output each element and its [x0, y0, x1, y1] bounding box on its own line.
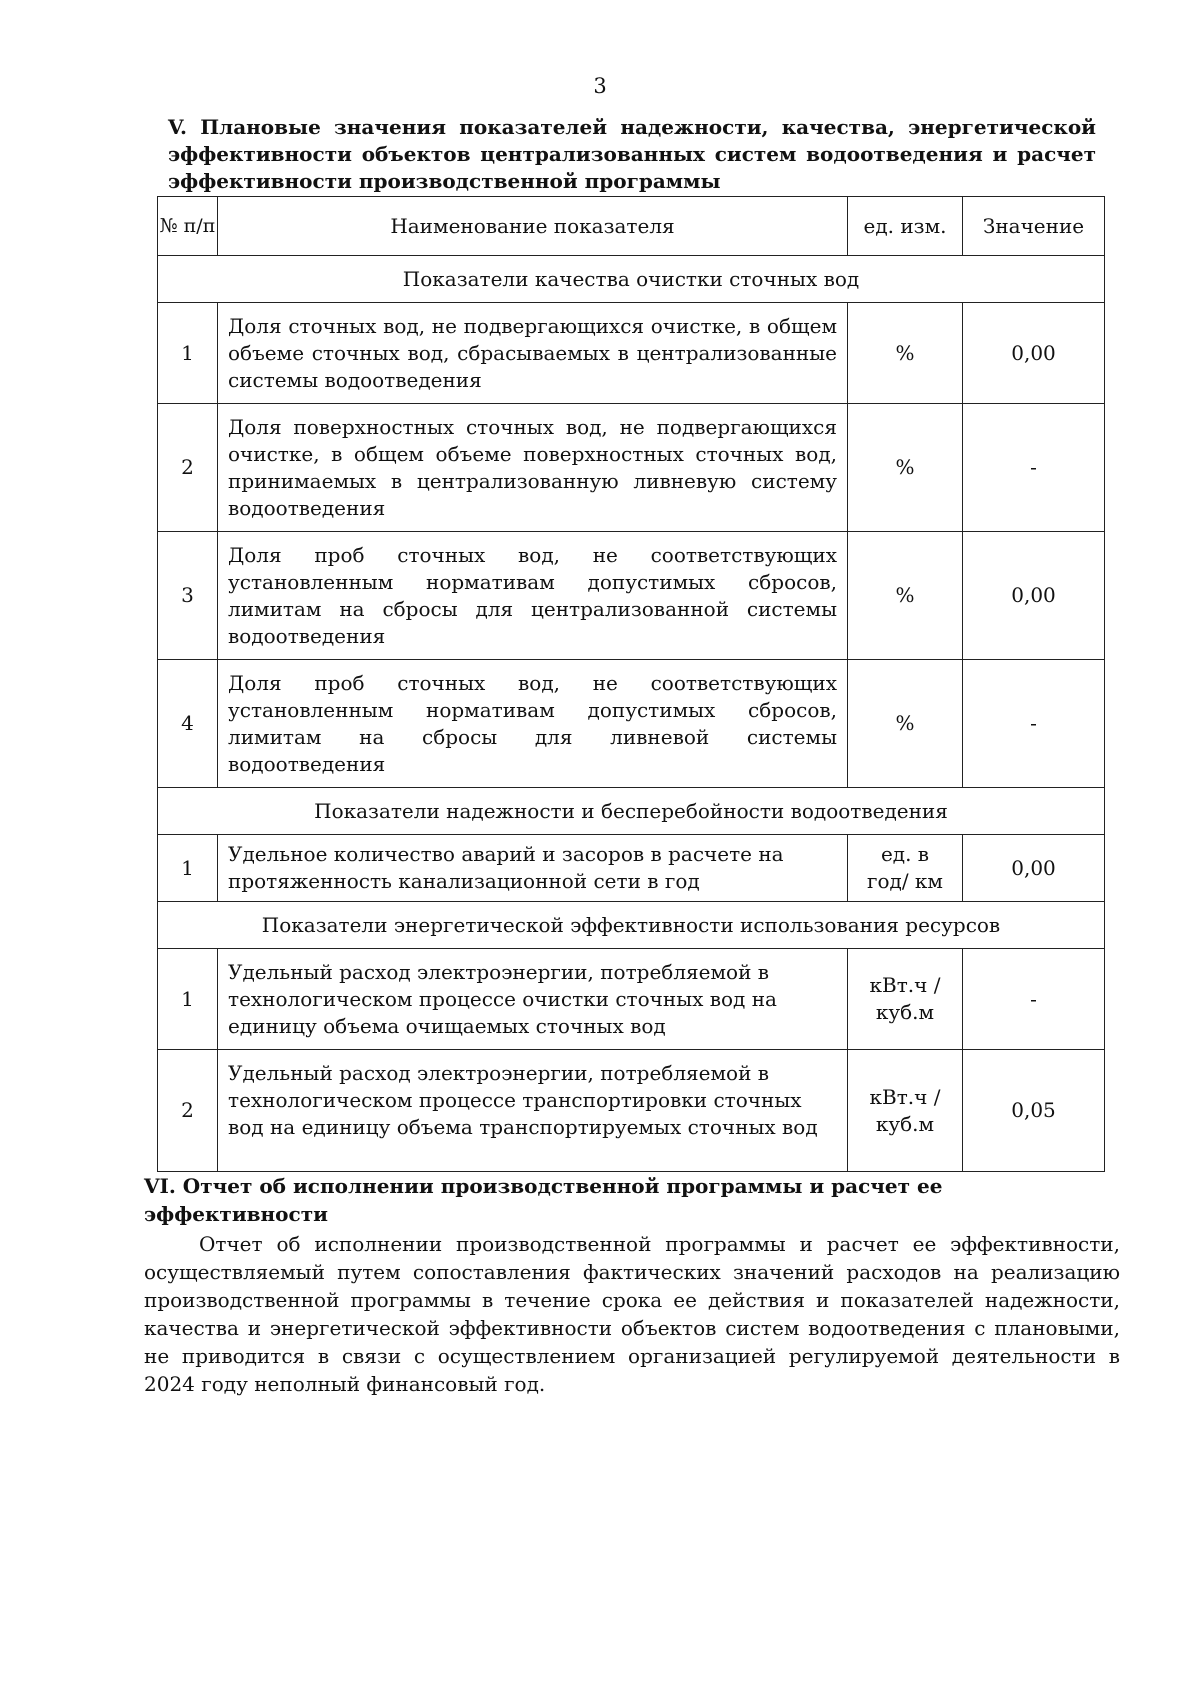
table-row: [158, 660, 1105, 788]
row-value: 0,00: [963, 303, 1105, 404]
section-vi-title: VI. Отчет об исполнении производственной программы и расчет ее эффективности: [144, 1174, 943, 1226]
group-title: Показатели качества очистки сточных вод: [158, 256, 1105, 303]
group-title: Показатели энергетической эффективности использования ресурсов: [158, 902, 1105, 949]
indicators-table: [157, 196, 1105, 1172]
row-value: 0,00: [963, 532, 1105, 660]
report-paragraph: Отчет об исполнении производственной программы и расчет ее эффективности, осуществляемый путем сопоставления фактических значений расходов на реализацию производственной программы в течение срока ее действия и показателей надежности, качества и энергетической эффективности объектов систем водоотведения с плановыми, не приводится в связи с осуществлением организацией регулируемой деятельности в 2024 году неполный финансовый год.: [144, 1232, 1120, 1396]
row-num: 1: [158, 949, 218, 1050]
table-row: [158, 1050, 1105, 1172]
section-v-title: V. Плановые значения показателей надежности, качества, энергетической эффективности объектов централизованных систем водоотведения и расчет эффективности производственной программы: [168, 115, 1096, 193]
page-number: 3: [593, 74, 607, 98]
row-name: Доля проб сточных вод, не соответствующих установленным нормативам допустимых сбросов, лимитам на сбросы для централизованной системы водоотведения: [218, 532, 848, 660]
row-num: 2: [158, 1050, 218, 1172]
row-num: 1: [158, 303, 218, 404]
header-num: № п/п: [158, 197, 218, 256]
row-num: 2: [158, 404, 218, 532]
row-unit: кВт.ч / куб.м: [848, 949, 963, 1050]
table-row: [158, 949, 1105, 1050]
row-unit: %: [848, 660, 963, 788]
table-row: [158, 532, 1105, 660]
row-num: 4: [158, 660, 218, 788]
row-name: Доля проб сточных вод, не соответствующих установленным нормативам допустимых сбросов, лимитам на сбросы для ливневой системы водоотведения: [218, 660, 848, 788]
row-unit: ед. в год/ км: [848, 835, 963, 902]
row-value: -: [963, 404, 1105, 532]
row-name: Удельный расход электроэнергии, потребляемой в технологическом процессе очистки сточных вод на единицу объема очищаемых сточных вод: [218, 949, 848, 1050]
table-row: [158, 303, 1105, 404]
table-header-row: [158, 197, 1105, 256]
row-unit: кВт.ч / куб.м: [848, 1050, 963, 1172]
header-unit: ед. изм.: [848, 197, 963, 256]
group-title: Показатели надежности и бесперебойности водоотведения: [158, 788, 1105, 835]
table-row: [158, 835, 1105, 902]
row-unit: %: [848, 303, 963, 404]
row-name: Удельный расход электроэнергии, потребляемой в технологическом процессе транспортировки сточных вод на единицу объема транспортируемых сточных вод: [218, 1050, 848, 1172]
row-name: Доля поверхностных сточных вод, не подвергающихся очистке, в общем объеме поверхностных сточных вод, принимаемых в централизованную ливневую систему водоотведения: [218, 404, 848, 532]
row-value: -: [963, 949, 1105, 1050]
header-name: Наименование показателя: [218, 197, 848, 256]
header-value: Значение: [963, 197, 1105, 256]
row-value: -: [963, 660, 1105, 788]
row-num: 3: [158, 532, 218, 660]
row-unit: %: [848, 532, 963, 660]
row-value: 0,00: [963, 835, 1105, 902]
row-name: Удельное количество аварий и засоров в расчете на протяженность канализационной сети в год: [218, 835, 848, 902]
group-row-reliability: [158, 788, 1105, 835]
row-value: 0,05: [963, 1050, 1105, 1172]
table-row: [158, 404, 1105, 532]
row-num: 1: [158, 835, 218, 902]
group-row-quality: [158, 256, 1105, 303]
row-unit: %: [848, 404, 963, 532]
group-row-energy: [158, 902, 1105, 949]
row-name: Доля сточных вод, не подвергающихся очистке, в общем объеме сточных вод, сбрасываемых в централизованные системы водоотведения: [218, 303, 848, 404]
